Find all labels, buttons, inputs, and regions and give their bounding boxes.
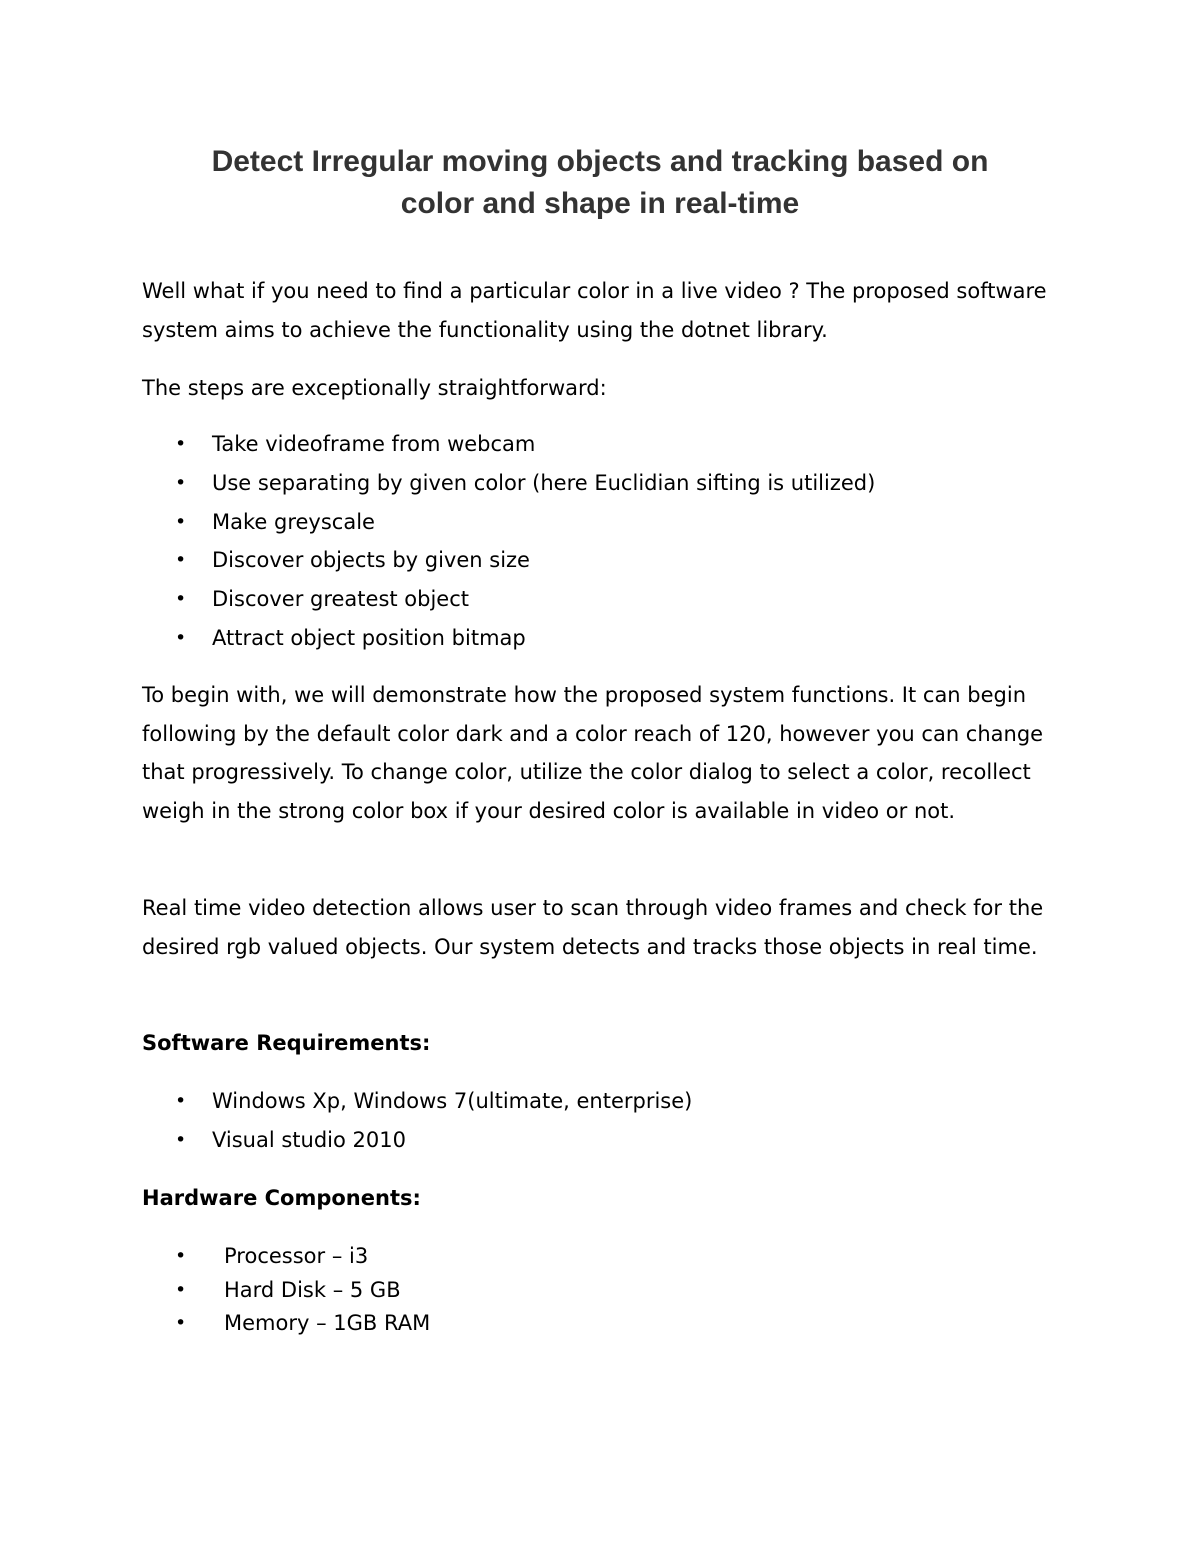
bullet-icon: • (175, 549, 187, 572)
document-title (100, 141, 1100, 225)
bullet-icon: • (175, 1278, 187, 1301)
title-line-1: Detect Irregular moving objects and tracking based on (211, 145, 989, 178)
bullet-icon: • (175, 471, 187, 494)
bullet-icon: • (175, 510, 187, 533)
intro-paragraph: Well what if you need to find a particular color in a live video ? The proposed software system aims to achieve the functionality using the dotnet library. (142, 279, 1047, 342)
demo-paragraph: To begin with, we will demonstrate how the proposed system functions. It can begin following by the default color dark and a color reach of 120, however you can change that progressively. To change color, utilize the color dialog to select a color, recollect weigh in the strong color box if your desired color is available in video or not. (142, 683, 1044, 823)
bullet-icon: • (175, 1245, 187, 1267)
bullet-icon: • (175, 1312, 187, 1334)
steps-intro: The steps are exceptionally straightforward: (142, 376, 607, 400)
bullet-icon: • (175, 433, 187, 455)
bullet-icon: • (175, 588, 187, 611)
bullet-icon: • (175, 1090, 187, 1112)
bullet-icon: • (175, 1128, 187, 1151)
bullet-icon: • (175, 626, 187, 649)
hardware-heading: Hardware Components: (142, 1186, 421, 1210)
document-page: Detect Irregular moving objects and tracking based on color and shape in real-time Well what if you need to find a particular color in a live video ? The proposed software system aims to achieve the functionality using the dotnet library. The steps are exceptionally straightforward: • Take videoframe from webcam • Use separating by given color (here Euclidian sifting is utilized) • Make greyscale • Discover objects by given size • Discover greatest object • Attract object position bitmap To begin with, we will demonstrate how the proposed system functions. It can begin following by the default color dark and a color reach of 120, however you can change that progressively. To change color, utilize the color dialog to select a color, recollect weigh in the strong color box if your desired color is available in video or not. Real time video detection allows user to scan through video frames and check for the desired rgb valued objects. Our system detects and tracks those objects in real time. Software Requirements: • Windows Xp, Windows 7(ultimate, enterprise) • Visual studio 2010 Hardware Components: • Processor – i3 • Hard Disk – 5 GB • Memory – 1GB RAM (0, 0, 1200, 1553)
title-line-2: color and shape in real-time (400, 187, 800, 220)
realtime-paragraph: Real time video detection allows user to scan through video frames and check for the desired rgb valued objects. Our system detects and tracks those objects in real time. (142, 896, 1044, 959)
software-heading: Software Requirements: (142, 1031, 431, 1055)
